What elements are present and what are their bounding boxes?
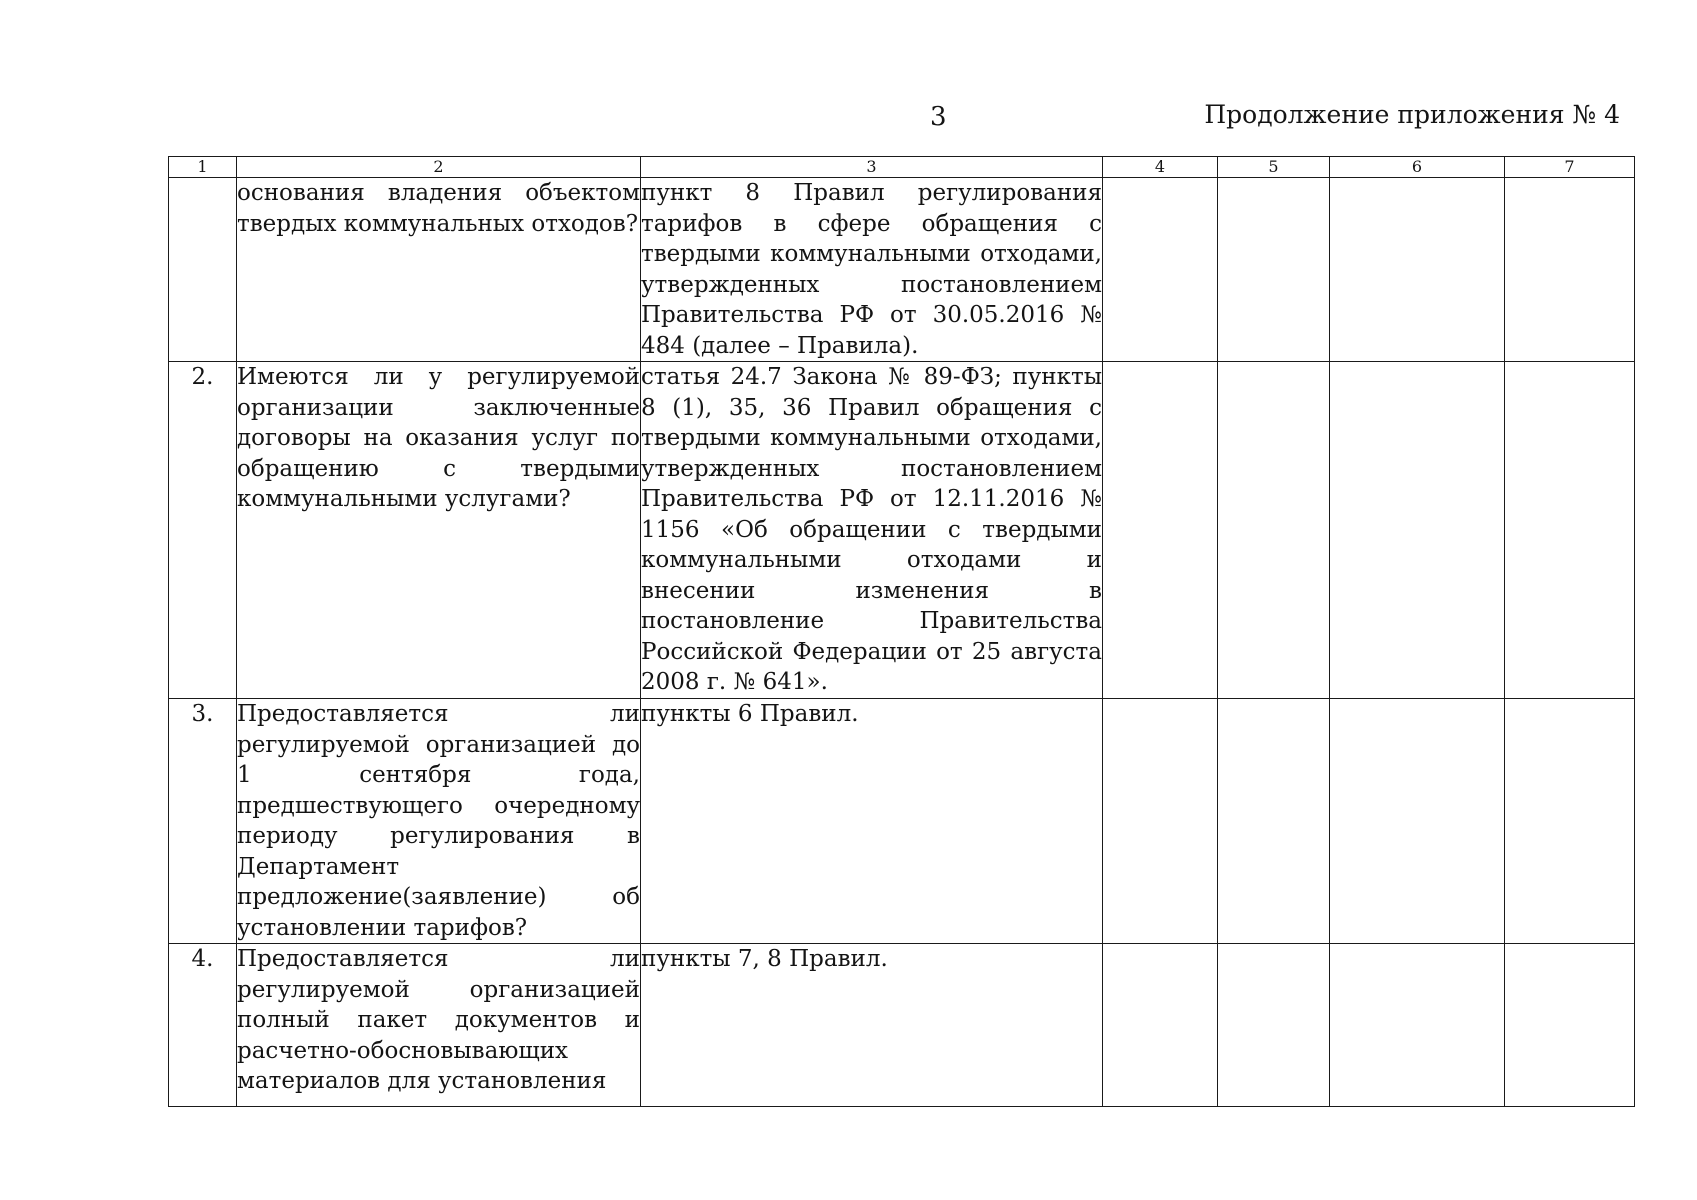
reference-cell bbox=[641, 362, 1103, 699]
question-text: основания владения объектом твердых коммунальных отходов? bbox=[237, 180, 640, 237]
empty-cell bbox=[1218, 178, 1330, 362]
reference-text: пункт 8 Правил регулирования тарифов в сфере обращения с твердыми коммунальными отходами, утвержденных постановлением Правительства РФ от 30.05.2016 № 484 (далее – Правила). bbox=[641, 180, 1102, 359]
empty-cell bbox=[1505, 699, 1635, 944]
table-row bbox=[169, 944, 1635, 1107]
checklist-table bbox=[168, 156, 1635, 1107]
column-number: 4 bbox=[1103, 157, 1218, 178]
reference-cell bbox=[641, 178, 1103, 362]
question-text: Имеются ли у регулируемой организации заключенные договоры на оказания услуг по обращению с твердыми коммунальными услугами? bbox=[237, 364, 640, 512]
table-row bbox=[169, 362, 1635, 699]
reference-cell bbox=[641, 944, 1103, 1107]
empty-cell bbox=[1103, 362, 1218, 699]
column-number: 1 bbox=[169, 157, 237, 178]
table-row bbox=[169, 178, 1635, 362]
column-number: 3 bbox=[641, 157, 1103, 178]
empty-cell bbox=[1505, 362, 1635, 699]
empty-cell bbox=[1103, 699, 1218, 944]
column-number-row bbox=[169, 157, 1635, 178]
empty-cell bbox=[1218, 699, 1330, 944]
question-cell bbox=[237, 699, 641, 944]
empty-cell bbox=[1218, 944, 1330, 1107]
question-text: Предоставляется ли регулируемой организацией полный пакет документов и расчетно-обосновывающих материалов для установления bbox=[237, 946, 640, 1094]
question-text: Предоставляется ли регулируемой организацией до 1 сентября года, предшествующего очередному периоду регулирования в Департамент предложение(заявление) об установлении тарифов? bbox=[237, 701, 640, 941]
page-number: 3 bbox=[930, 102, 947, 132]
empty-cell bbox=[1505, 178, 1635, 362]
reference-text: статья 24.7 Закона № 89-ФЗ; пункты 8 (1), 35, 36 Правил обращения с твердыми коммунальными отходами, утвержденных постановлением Правительства РФ от 12.11.2016 № 1156 «Об обращении с твердыми коммунальными отходами и внесении изменения в постановление Правительства Российской Федерации от 25 августа 2008 г. № 641». bbox=[641, 364, 1102, 695]
empty-cell bbox=[1330, 944, 1505, 1107]
question-cell bbox=[237, 944, 641, 1107]
empty-cell bbox=[1103, 178, 1218, 362]
empty-cell bbox=[1505, 944, 1635, 1107]
question-cell bbox=[237, 178, 641, 362]
column-number: 2 bbox=[237, 157, 641, 178]
empty-cell bbox=[1103, 944, 1218, 1107]
row-number: 2. bbox=[169, 362, 237, 699]
row-number: 4. bbox=[169, 944, 237, 1107]
empty-cell bbox=[1330, 699, 1505, 944]
column-number: 6 bbox=[1330, 157, 1505, 178]
appendix-continuation-label: Продолжение приложения № 4 bbox=[1204, 100, 1620, 129]
question-cell bbox=[237, 362, 641, 699]
empty-cell bbox=[1330, 178, 1505, 362]
column-number: 7 bbox=[1505, 157, 1635, 178]
empty-cell bbox=[1218, 362, 1330, 699]
table-row bbox=[169, 699, 1635, 944]
column-number: 5 bbox=[1218, 157, 1330, 178]
row-number bbox=[169, 178, 237, 362]
row-number: 3. bbox=[169, 699, 237, 944]
reference-cell bbox=[641, 699, 1103, 944]
reference-text: пункты 7, 8 Правил. bbox=[641, 946, 888, 972]
reference-text: пункты 6 Правил. bbox=[641, 701, 859, 727]
empty-cell bbox=[1330, 362, 1505, 699]
